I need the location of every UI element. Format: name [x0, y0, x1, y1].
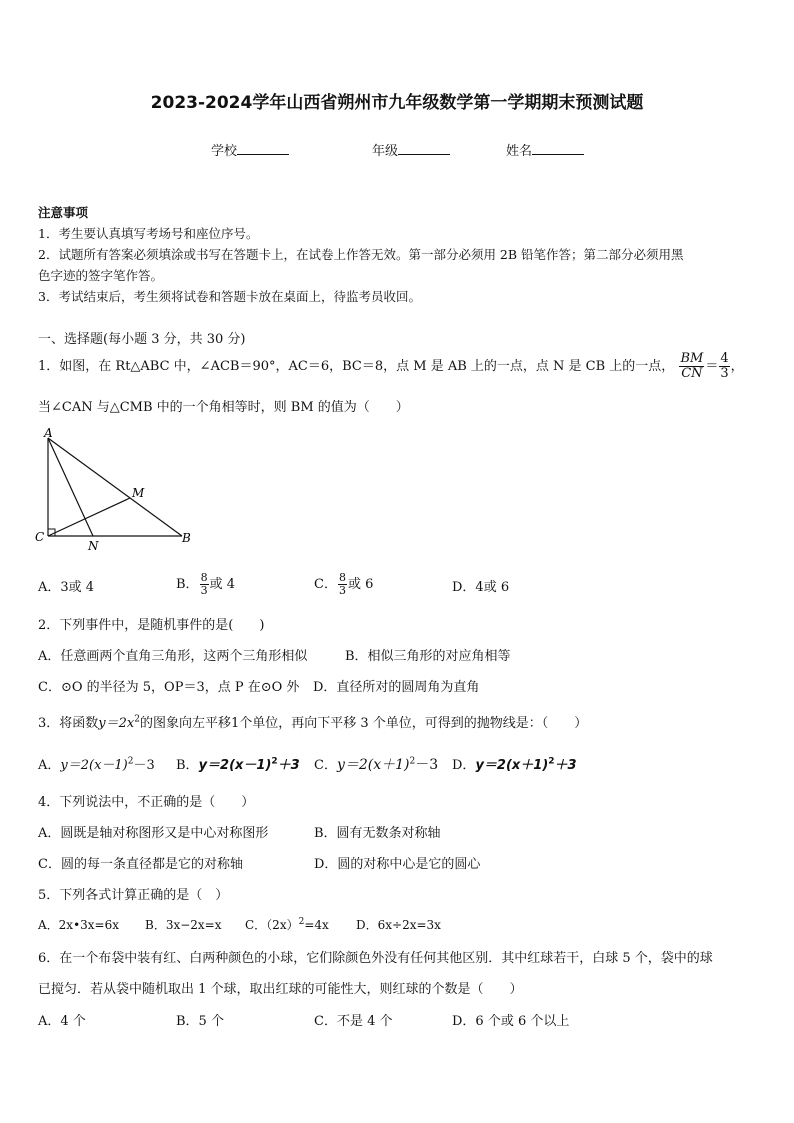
q3-option-a-expr: y＝2(x－1)	[60, 758, 128, 773]
q1-value-fraction	[719, 352, 729, 380]
q1-option-c[interactable]	[314, 570, 373, 600]
q1-value-den: 3	[720, 366, 729, 381]
q1-text: 1．如图，在 Rt△ABC 中，∠ACB＝90°，AC＝6，BC＝8，点 M 是 AB 上的一点，点 N 是 CB 上的一点，	[38, 359, 675, 374]
note-2-line-1: 2．试题所有答案必须填涂或书写在答题卡上，在试卷上作答无效。第一部分必须用 2B 铅笔作答；第二部分必须用黑	[38, 247, 684, 262]
q5-option-c-pre: C．（2x）	[245, 918, 299, 932]
q6-option-a[interactable]: A．4 个	[38, 1014, 86, 1029]
q3-option-b-exp: 2	[271, 756, 278, 767]
q3-option-c-expr: y＝2(x＋1)	[336, 757, 410, 773]
q3-option-b[interactable]	[176, 754, 300, 773]
q3-stem-function: y＝2x	[98, 716, 135, 731]
q5-stem: 5．下列各式计算正确的是（ ）	[38, 888, 229, 903]
q1-option-c-tail: 或 6	[347, 577, 374, 592]
q1-option-b-fraction	[200, 572, 209, 596]
q4-stem: 4．下列说法中，不正确的是（ ）	[38, 795, 255, 810]
q5-option-c[interactable]	[245, 916, 329, 933]
q3-stem-exponent: 2	[134, 714, 140, 725]
q1-option-b-den: 3	[200, 584, 208, 597]
q6-option-b[interactable]: B．5 个	[176, 1014, 224, 1029]
q3-option-a-exp: 2	[127, 756, 134, 767]
q1-value-num: 4	[720, 351, 729, 367]
label-A: A	[44, 426, 53, 440]
q3-option-c-exp: 2	[409, 756, 416, 767]
q2-option-d[interactable]: D．直径所对的圆周角为直角	[313, 680, 480, 695]
q1-option-b-tail: 或 4	[209, 577, 235, 592]
q3-option-d[interactable]	[452, 754, 577, 773]
grade-field[interactable]	[372, 140, 450, 159]
school-label: 学校	[211, 144, 238, 159]
q1-ratio-fraction	[679, 352, 704, 380]
q1-tail: ，	[730, 359, 744, 374]
q3-option-a-label: A．	[38, 758, 61, 773]
segment-AB	[48, 438, 182, 536]
q5-option-c-post: =4x	[304, 918, 329, 932]
q3-option-d-tail: ＋3	[554, 758, 577, 773]
q4-option-b[interactable]: B．圆有无数条对称轴	[314, 826, 441, 841]
school-field[interactable]	[211, 140, 289, 159]
q3-stem	[38, 712, 587, 731]
name-label: 姓名	[506, 144, 533, 159]
q1-option-c-den: 3	[338, 584, 346, 597]
q1-option-c-fraction	[338, 572, 347, 596]
q1-line-1	[38, 352, 744, 382]
q6-option-c[interactable]: C．不是 4 个	[314, 1014, 393, 1029]
label-C: C	[35, 530, 45, 544]
q3-stem-pre: 3．将函数	[38, 716, 99, 731]
q6-option-d[interactable]: D．6 个或 6 个以上	[452, 1014, 570, 1029]
q3-option-a[interactable]	[38, 754, 155, 773]
q3-option-d-exp: 2	[548, 756, 555, 767]
q5-option-b[interactable]: B．3x−2x=x	[145, 918, 222, 932]
q1-eq: ＝	[705, 359, 719, 374]
q4-option-a[interactable]: A．圆既是轴对称图形又是中心对称图形	[38, 826, 269, 841]
q1-option-d[interactable]: D．4或 6	[452, 580, 510, 595]
q1-option-b-num: 8	[200, 571, 208, 585]
q3-option-c-label: C．	[314, 758, 337, 773]
q3-option-b-expr: y＝2(x－1)	[198, 758, 272, 773]
q1-option-a[interactable]: A．3或 4	[38, 580, 95, 595]
q5-option-a[interactable]: A．2x•3x=6x	[38, 918, 120, 932]
q1-ratio-num: BM	[680, 351, 704, 367]
page-title: 2023-2024学年山西省朔州市九年级数学第一学期期末预测试题	[150, 93, 644, 113]
q1-option-c-num: 8	[338, 571, 346, 585]
segment-AN	[48, 438, 93, 536]
name-blank[interactable]	[532, 142, 584, 155]
q1-option-c-label: C．	[314, 577, 337, 592]
q5-option-d[interactable]: D．6x÷2x=3x	[356, 918, 441, 932]
q1-option-b-label: B．	[176, 577, 199, 592]
q3-option-b-tail: ＋3	[277, 758, 300, 773]
label-N: N	[88, 539, 99, 553]
label-M: M	[132, 486, 145, 500]
note-1: 1．考生要认真填写考场号和座位序号。	[38, 226, 259, 241]
q2-option-a[interactable]: A．任意画两个直角三角形，这两个三角形相似	[38, 649, 308, 664]
q1-line-2: 当∠CAN 与△CMB 中的一个角相等时，则 BM 的值为（ ）	[38, 400, 409, 415]
q4-option-d[interactable]: D．圆的对称中心是它的圆心	[314, 857, 481, 872]
q6-line-1: 6．在一个布袋中装有红、白两种颜色的小球，它们除颜色外没有任何其他区别．其中红球若干，白球 5 个，袋中的球	[38, 951, 713, 966]
q1-triangle-figure	[34, 426, 204, 556]
notes-heading: 注意事项	[38, 205, 89, 220]
q1-option-b[interactable]	[176, 570, 235, 600]
school-blank[interactable]	[237, 142, 289, 155]
q3-option-d-label: D．	[452, 758, 476, 773]
q3-option-c-tail: －3	[415, 757, 439, 773]
q2-stem: 2．下列事件中，是随机事件的是( )	[38, 618, 265, 633]
q3-option-b-label: B．	[176, 758, 199, 773]
q5-option-c-exp: 2	[298, 917, 305, 927]
note-3: 3．考试结束后，考生须将试卷和答题卡放在桌面上，待监考员收回。	[38, 289, 421, 304]
q3-option-a-tail: －3	[133, 758, 155, 773]
segment-CM	[48, 498, 130, 536]
q3-stem-post: 的图象向左平移1个单位，再向下平移 3 个单位，可得到的抛物线是：（ ）	[139, 716, 588, 731]
grade-blank[interactable]	[398, 142, 450, 155]
section-heading: 一、选择题(每小题 3 分，共 30 分)	[38, 332, 246, 347]
q3-option-c[interactable]	[314, 754, 438, 774]
q2-option-c[interactable]: C．⊙O 的半径为 5，OP＝3，点 P 在⊙O 外	[38, 680, 300, 695]
q1-ratio-den: CN	[681, 366, 703, 381]
note-2-line-2: 色字迹的签字笔作答。	[38, 268, 164, 283]
grade-label: 年级	[372, 144, 399, 159]
q4-option-c[interactable]: C．圆的每一条直径都是它的对称轴	[38, 857, 243, 872]
q2-option-b[interactable]: B．相似三角形的对应角相等	[345, 649, 511, 664]
label-B: B	[182, 531, 191, 545]
q3-option-d-expr: y＝2(x＋1)	[475, 758, 549, 773]
q6-line-2: 已搅匀．若从袋中随机取出 1 个球，取出红球的可能性大，则红球的个数是（ ）	[38, 982, 523, 997]
name-field[interactable]	[506, 140, 584, 159]
